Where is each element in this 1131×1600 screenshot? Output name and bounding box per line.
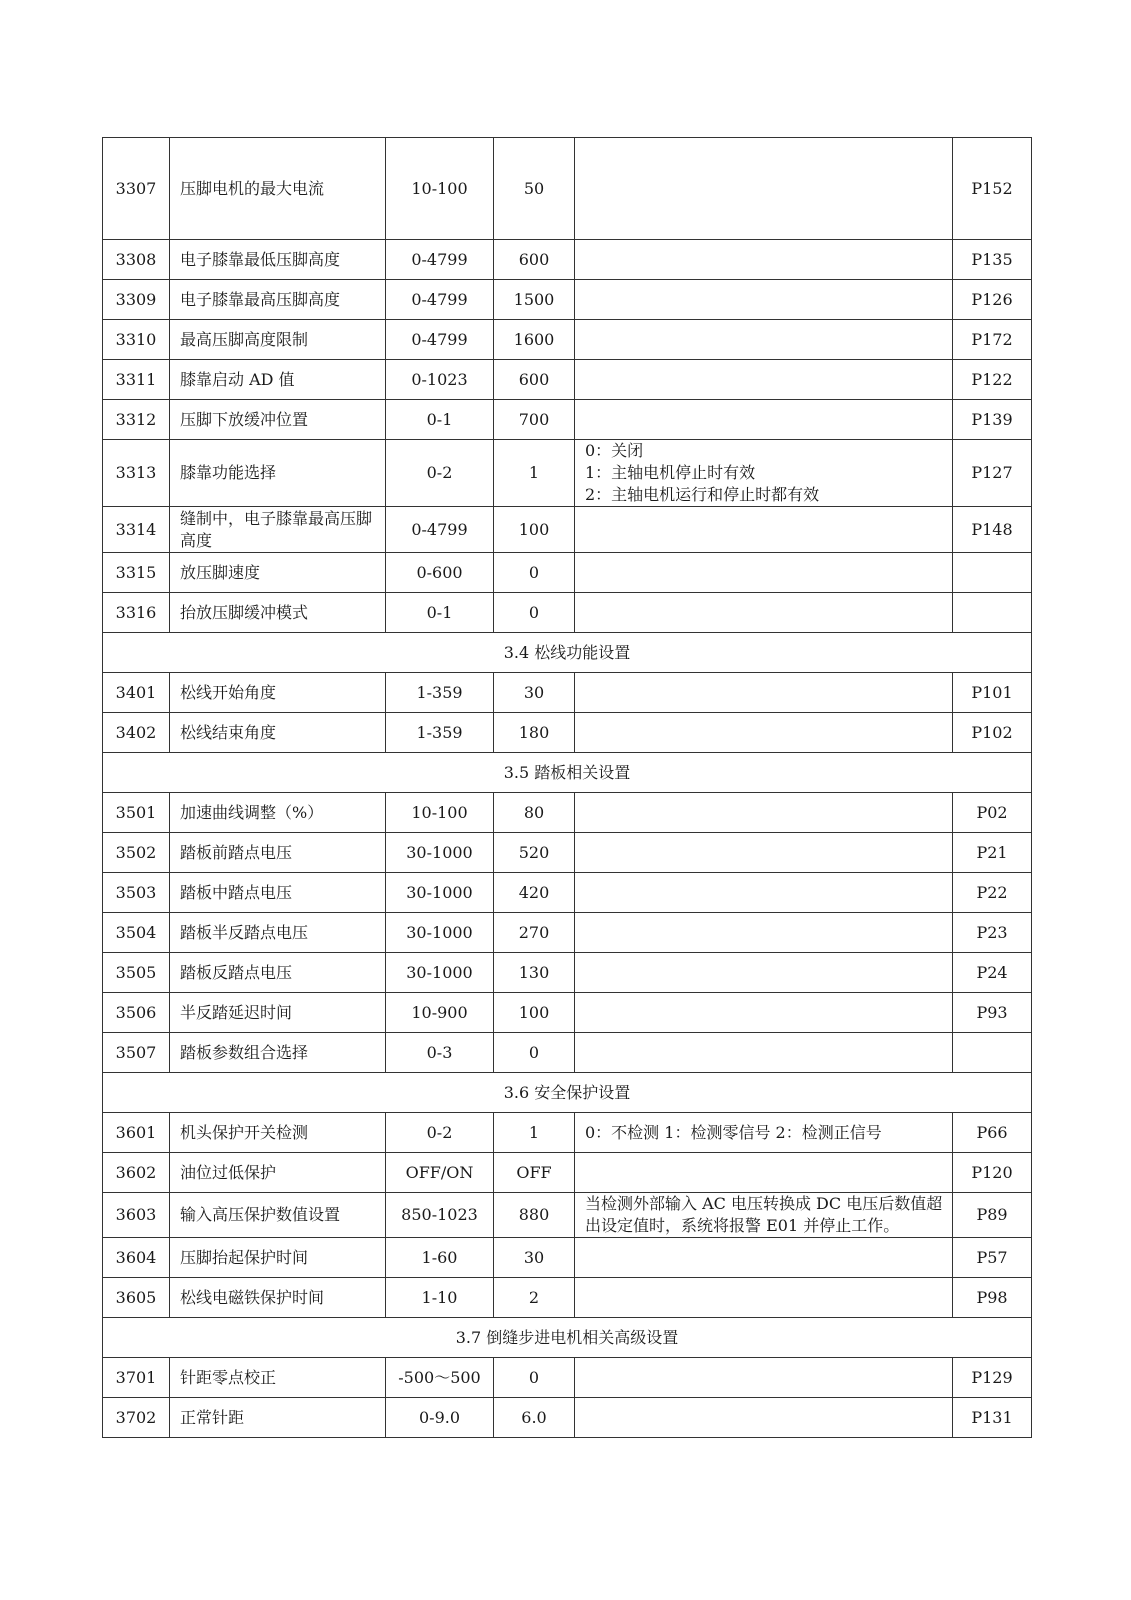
parameter-row	[103, 1238, 1032, 1278]
parameter-range-cell: 30-1000	[386, 953, 494, 993]
parameter-code-cell: 3315	[103, 553, 170, 593]
parameter-default-cell: 880	[494, 1193, 575, 1238]
parameter-code-cell: 3702	[103, 1398, 170, 1438]
parameter-pcode-cell: P129	[953, 1358, 1032, 1398]
parameter-default-cell: 130	[494, 953, 575, 993]
parameter-code-cell: 3311	[103, 360, 170, 400]
parameter-default-cell: 1	[494, 440, 575, 507]
parameter-row	[103, 240, 1032, 280]
parameter-row	[103, 1033, 1032, 1073]
parameter-name-cell: 电子膝靠最低压脚高度	[170, 240, 386, 280]
parameter-default-cell: 520	[494, 833, 575, 873]
parameter-range-cell: 1-10	[386, 1278, 494, 1318]
parameter-row	[103, 1193, 1032, 1238]
parameter-description-cell	[575, 953, 953, 993]
section-header-row	[103, 753, 1032, 793]
parameter-description-cell	[575, 1033, 953, 1073]
parameter-code-cell: 3504	[103, 913, 170, 953]
parameter-range-cell: 0-4799	[386, 320, 494, 360]
parameter-pcode-cell: P122	[953, 360, 1032, 400]
parameter-row	[103, 673, 1032, 713]
parameter-range-cell: 10-100	[386, 793, 494, 833]
parameter-default-cell: 100	[494, 993, 575, 1033]
parameter-range-cell: 0-1	[386, 400, 494, 440]
parameter-name-cell: 踏板中踏点电压	[170, 873, 386, 913]
parameter-pcode-cell: P98	[953, 1278, 1032, 1318]
parameter-code-cell: 3601	[103, 1113, 170, 1153]
parameter-name-cell: 抬放压脚缓冲模式	[170, 593, 386, 633]
parameter-range-cell: 0-4799	[386, 240, 494, 280]
parameter-description-cell	[575, 440, 953, 507]
parameter-description-cell	[575, 713, 953, 753]
parameter-name-cell: 针距零点校正	[170, 1358, 386, 1398]
parameter-code-cell: 3602	[103, 1153, 170, 1193]
parameter-pcode-cell: P21	[953, 833, 1032, 873]
parameter-name-cell: 踏板参数组合选择	[170, 1033, 386, 1073]
parameter-default-cell: 1	[494, 1113, 575, 1153]
parameter-name-cell: 输入高压保护数值设置	[170, 1193, 386, 1238]
parameter-description-cell	[575, 1153, 953, 1193]
parameter-description-cell	[575, 138, 953, 240]
parameter-row	[103, 440, 1032, 507]
parameter-name-cell: 放压脚速度	[170, 553, 386, 593]
parameter-default-cell: 600	[494, 360, 575, 400]
description-line: 0：关闭	[585, 441, 644, 460]
parameter-default-cell: 2	[494, 1278, 575, 1318]
parameter-range-cell: 0-2	[386, 440, 494, 507]
parameter-code-cell: 3314	[103, 507, 170, 553]
parameter-name-cell: 压脚电机的最大电流	[170, 138, 386, 240]
parameter-row	[103, 1113, 1032, 1153]
parameter-default-cell: 420	[494, 873, 575, 913]
parameter-range-cell: 1-60	[386, 1238, 494, 1278]
parameter-code-cell: 3605	[103, 1278, 170, 1318]
section-header-row	[103, 1073, 1032, 1113]
parameter-name-cell: 松线电磁铁保护时间	[170, 1278, 386, 1318]
parameter-row	[103, 360, 1032, 400]
parameter-range-cell: 0-4799	[386, 280, 494, 320]
parameter-pcode-cell: P57	[953, 1238, 1032, 1278]
parameter-code-cell: 3507	[103, 1033, 170, 1073]
parameter-default-cell: 0	[494, 1033, 575, 1073]
parameter-name-cell: 压脚下放缓冲位置	[170, 400, 386, 440]
parameter-description-cell	[575, 1238, 953, 1278]
parameter-code-cell: 3313	[103, 440, 170, 507]
parameter-name-cell: 松线开始角度	[170, 673, 386, 713]
parameter-pcode-cell	[953, 553, 1032, 593]
parameter-default-cell: 80	[494, 793, 575, 833]
parameter-range-cell: 1-359	[386, 713, 494, 753]
parameter-pcode-cell: P139	[953, 400, 1032, 440]
parameter-code-cell: 3502	[103, 833, 170, 873]
parameter-code-cell: 3316	[103, 593, 170, 633]
parameter-default-cell: 100	[494, 507, 575, 553]
parameter-name-cell: 油位过低保护	[170, 1153, 386, 1193]
parameter-row	[103, 793, 1032, 833]
parameter-code-cell: 3505	[103, 953, 170, 993]
parameter-pcode-cell: P23	[953, 913, 1032, 953]
parameter-pcode-cell: P172	[953, 320, 1032, 360]
parameter-name-cell: 踏板反踏点电压	[170, 953, 386, 993]
parameter-default-cell: 30	[494, 673, 575, 713]
description-line: 2：主轴电机运行和停止时都有效	[585, 485, 820, 504]
parameter-pcode-cell: P24	[953, 953, 1032, 993]
section-title: 3.4 松线功能设置	[103, 633, 1032, 673]
parameter-pcode-cell: P93	[953, 993, 1032, 1033]
parameter-description-cell	[575, 993, 953, 1033]
parameter-row	[103, 138, 1032, 240]
parameter-range-cell: 10-900	[386, 993, 494, 1033]
parameter-pcode-cell: P120	[953, 1153, 1032, 1193]
parameter-range-cell: 850-1023	[386, 1193, 494, 1238]
parameter-name-cell: 压脚抬起保护时间	[170, 1238, 386, 1278]
parameter-name-cell: 松线结束角度	[170, 713, 386, 753]
parameter-pcode-cell: P127	[953, 440, 1032, 507]
parameter-name-cell: 正常针距	[170, 1398, 386, 1438]
parameter-pcode-cell	[953, 593, 1032, 633]
section-header-row	[103, 633, 1032, 673]
parameter-default-cell: 0	[494, 553, 575, 593]
parameter-row	[103, 1398, 1032, 1438]
parameter-name-cell: 电子膝靠最高压脚高度	[170, 280, 386, 320]
parameter-pcode-cell: P22	[953, 873, 1032, 913]
parameter-pcode-cell: P89	[953, 1193, 1032, 1238]
parameter-row	[103, 833, 1032, 873]
parameter-range-cell: 0-1023	[386, 360, 494, 400]
parameter-row	[103, 280, 1032, 320]
parameter-row	[103, 400, 1032, 440]
parameter-code-cell: 3312	[103, 400, 170, 440]
parameter-range-cell: -500～500	[386, 1358, 494, 1398]
parameter-description-cell	[575, 240, 953, 280]
parameter-code-cell: 3501	[103, 793, 170, 833]
parameter-pcode-cell: P66	[953, 1113, 1032, 1153]
parameter-row	[103, 1358, 1032, 1398]
parameter-description-cell	[575, 873, 953, 913]
parameter-description-cell	[575, 320, 953, 360]
section-title: 3.7 倒缝步进电机相关高级设置	[103, 1318, 1032, 1358]
parameter-description-cell	[575, 593, 953, 633]
parameter-row	[103, 553, 1032, 593]
parameter-row	[103, 993, 1032, 1033]
parameter-default-cell: 1500	[494, 280, 575, 320]
parameter-pcode-cell: P148	[953, 507, 1032, 553]
parameter-range-cell: 0-1	[386, 593, 494, 633]
parameter-name-cell: 加速曲线调整（%）	[170, 793, 386, 833]
parameter-range-cell: OFF/ON	[386, 1153, 494, 1193]
parameter-default-cell: 180	[494, 713, 575, 753]
description-line: 当检测外部输入 AC 电压转换成 DC 电压后数值超出设定值时，系统将报警 E01 并停止工作。	[585, 1194, 943, 1235]
parameter-code-cell: 3307	[103, 138, 170, 240]
parameter-description-cell	[575, 673, 953, 713]
parameter-range-cell: 30-1000	[386, 873, 494, 913]
parameter-code-cell: 3309	[103, 280, 170, 320]
parameter-code-cell: 3402	[103, 713, 170, 753]
parameter-row	[103, 320, 1032, 360]
parameter-description-cell	[575, 280, 953, 320]
parameter-name-cell: 膝靠功能选择	[170, 440, 386, 507]
parameter-name-cell: 踏板半反踏点电压	[170, 913, 386, 953]
parameter-pcode-cell: P102	[953, 713, 1032, 753]
parameter-range-cell: 0-3	[386, 1033, 494, 1073]
parameter-description-cell	[575, 1278, 953, 1318]
parameter-pcode-cell: P131	[953, 1398, 1032, 1438]
parameter-default-cell: OFF	[494, 1153, 575, 1193]
parameter-code-cell: 3506	[103, 993, 170, 1033]
parameter-row	[103, 873, 1032, 913]
parameter-name-cell: 膝靠启动 AD 值	[170, 360, 386, 400]
parameter-name-cell: 缝制中，电子膝靠最高压脚高度	[170, 507, 386, 553]
parameter-code-cell: 3603	[103, 1193, 170, 1238]
parameter-description-cell	[575, 553, 953, 593]
parameter-name-cell: 半反踏延迟时间	[170, 993, 386, 1033]
parameter-pcode-cell: P126	[953, 280, 1032, 320]
parameter-default-cell: 600	[494, 240, 575, 280]
parameter-default-cell: 50	[494, 138, 575, 240]
parameter-description-cell	[575, 507, 953, 553]
parameter-name-cell: 最高压脚高度限制	[170, 320, 386, 360]
parameter-row	[103, 713, 1032, 753]
parameter-pcode-cell: P135	[953, 240, 1032, 280]
parameter-table-body	[103, 138, 1032, 1438]
parameter-description-cell	[575, 1193, 953, 1238]
parameter-range-cell: 0-4799	[386, 507, 494, 553]
parameter-range-cell: 30-1000	[386, 913, 494, 953]
parameter-table	[102, 137, 1032, 1438]
parameter-code-cell: 3308	[103, 240, 170, 280]
parameter-pcode-cell	[953, 1033, 1032, 1073]
parameter-range-cell: 30-1000	[386, 833, 494, 873]
parameter-code-cell: 3401	[103, 673, 170, 713]
parameter-description-cell	[575, 1398, 953, 1438]
parameter-range-cell: 0-2	[386, 1113, 494, 1153]
parameter-description-cell	[575, 833, 953, 873]
parameter-default-cell: 700	[494, 400, 575, 440]
parameter-default-cell: 30	[494, 1238, 575, 1278]
parameter-row	[103, 1278, 1032, 1318]
parameter-row	[103, 1153, 1032, 1193]
parameter-description-cell	[575, 400, 953, 440]
parameter-range-cell: 1-359	[386, 673, 494, 713]
parameter-code-cell: 3604	[103, 1238, 170, 1278]
parameter-pcode-cell: P02	[953, 793, 1032, 833]
parameter-row	[103, 507, 1032, 553]
parameter-description-cell	[575, 360, 953, 400]
parameter-description-cell	[575, 1358, 953, 1398]
parameter-pcode-cell: P152	[953, 138, 1032, 240]
parameter-code-cell: 3503	[103, 873, 170, 913]
parameter-code-cell: 3310	[103, 320, 170, 360]
parameter-default-cell: 6.0	[494, 1398, 575, 1438]
section-header-row	[103, 1318, 1032, 1358]
parameter-code-cell: 3701	[103, 1358, 170, 1398]
parameter-description-cell	[575, 1113, 953, 1153]
parameter-range-cell: 0-9.0	[386, 1398, 494, 1438]
parameter-default-cell: 1600	[494, 320, 575, 360]
parameter-description-cell	[575, 913, 953, 953]
parameter-row	[103, 953, 1032, 993]
parameter-range-cell: 0-600	[386, 553, 494, 593]
section-title: 3.5 踏板相关设置	[103, 753, 1032, 793]
parameter-pcode-cell: P101	[953, 673, 1032, 713]
parameter-default-cell: 0	[494, 1358, 575, 1398]
description-line: 1：主轴电机停止时有效	[585, 463, 756, 482]
parameter-row	[103, 913, 1032, 953]
parameter-description-cell	[575, 793, 953, 833]
parameter-name-cell: 踏板前踏点电压	[170, 833, 386, 873]
parameter-row	[103, 593, 1032, 633]
parameter-default-cell: 0	[494, 593, 575, 633]
parameter-default-cell: 270	[494, 913, 575, 953]
parameter-range-cell: 10-100	[386, 138, 494, 240]
parameter-name-cell: 机头保护开关检测	[170, 1113, 386, 1153]
section-title: 3.6 安全保护设置	[103, 1073, 1032, 1113]
description-line: 0：不检测 1：检测零信号 2：检测正信号	[585, 1122, 882, 1142]
